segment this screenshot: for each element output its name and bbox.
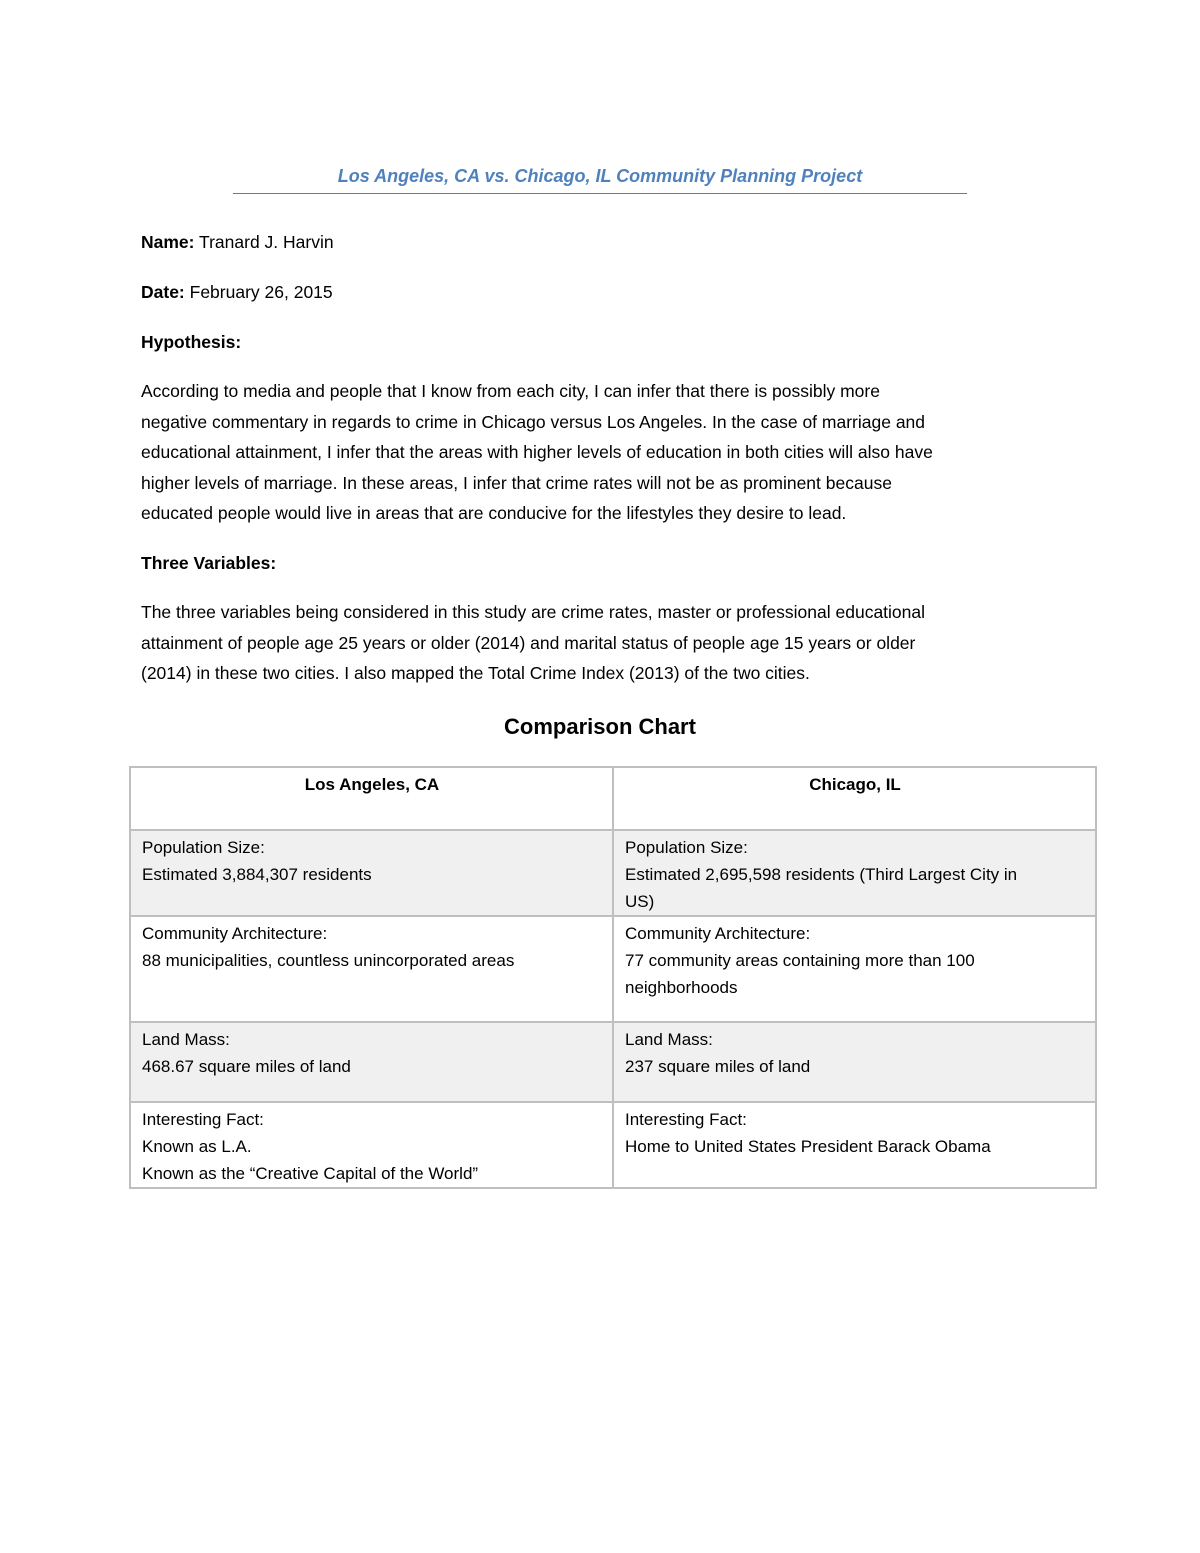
cell-value: Known as L.A. <box>142 1137 252 1156</box>
cell-label: Community Architecture: <box>625 924 811 943</box>
hypothesis-line: educational attainment, I infer that the areas with higher levels of education in both cities will also have <box>141 442 933 462</box>
cell-label: Interesting Fact: <box>142 1110 264 1129</box>
table-row-population <box>130 830 1096 916</box>
table-header-row <box>130 767 1096 830</box>
cell-label: Land Mass: <box>142 1030 230 1049</box>
cell-la-land-mass <box>130 1022 613 1102</box>
document-title: Los Angeles, CA vs. Chicago, IL Community Planning Project <box>337 166 863 186</box>
cell-chicago-interesting-fact <box>613 1102 1096 1188</box>
date-line <box>141 277 1061 308</box>
hypothesis-line: negative commentary in regards to crime in Chicago versus Los Angeles. In the case of marriage and <box>141 411 926 432</box>
variables-paragraph <box>141 597 1061 689</box>
cell-value: Estimated 2,695,598 residents (Third Largest City in <box>625 865 1018 884</box>
cell-value: US) <box>625 892 655 911</box>
hypothesis-line: higher levels of marriage. In these areas, I infer that crime rates will not be as prominent because <box>141 472 892 493</box>
cell-chicago-population <box>613 830 1096 916</box>
cell-value: 77 community areas containing more than 100 <box>625 951 975 970</box>
cell-label: Community Architecture: <box>142 924 328 943</box>
variables-line: attainment of people age 25 years or older (2014) and marital status of people age 15 years or older <box>141 632 916 653</box>
header-cell-chicago: Chicago, IL <box>613 767 1096 830</box>
cell-la-architecture <box>130 916 613 1022</box>
hypothesis-line: educated people would live in areas that are conducive for the lifestyles they desire to lead. <box>141 503 847 523</box>
table-row-land-mass <box>130 1022 1096 1102</box>
cell-value: neighborhoods <box>625 978 738 997</box>
cell-la-population <box>130 830 613 916</box>
comparison-chart-title: Comparison Chart <box>504 714 696 739</box>
cell-value: 88 municipalities, countless unincorporated areas <box>142 951 515 970</box>
name-label: Name: <box>141 232 195 252</box>
cell-label: Interesting Fact: <box>625 1110 747 1129</box>
cell-label: Land Mass: <box>625 1030 713 1049</box>
table-row-architecture <box>130 916 1096 1022</box>
cell-label: Population Size: <box>142 838 265 857</box>
cell-value: Known as the “Creative Capital of the World” <box>142 1164 479 1183</box>
name-value: Tranard J. Harvin <box>194 232 334 252</box>
variables-heading: Three Variables: <box>141 553 277 573</box>
cell-value: 237 square miles of land <box>625 1057 811 1076</box>
date-value: February 26, 2015 <box>184 282 333 302</box>
cell-label: Population Size: <box>625 838 748 857</box>
date-label: Date: <box>141 282 185 302</box>
comparison-table <box>129 766 1097 1189</box>
hypothesis-heading: Hypothesis: <box>141 332 242 352</box>
name-line <box>141 227 1061 258</box>
variables-line: The three variables being considered in this study are crime rates, master or professional educational <box>141 602 926 622</box>
hypothesis-line: According to media and people that I know from each city, I can infer that there is possibly more <box>141 381 880 401</box>
cell-la-interesting-fact <box>130 1102 613 1188</box>
variables-line: (2014) in these two cities. I also mapped the Total Crime Index (2013) of the two cities. <box>141 663 810 683</box>
table-row-interesting-fact <box>130 1102 1096 1188</box>
cell-value: 468.67 square miles of land <box>142 1057 351 1076</box>
title-underline-rule <box>233 193 967 194</box>
cell-value: Estimated 3,884,307 residents <box>142 865 372 884</box>
cell-value: Home to United States President Barack Obama <box>625 1137 991 1156</box>
hypothesis-paragraph <box>141 376 1061 529</box>
cell-chicago-architecture <box>613 916 1096 1022</box>
header-cell-los-angeles: Los Angeles, CA <box>130 767 613 830</box>
cell-chicago-land-mass <box>613 1022 1096 1102</box>
